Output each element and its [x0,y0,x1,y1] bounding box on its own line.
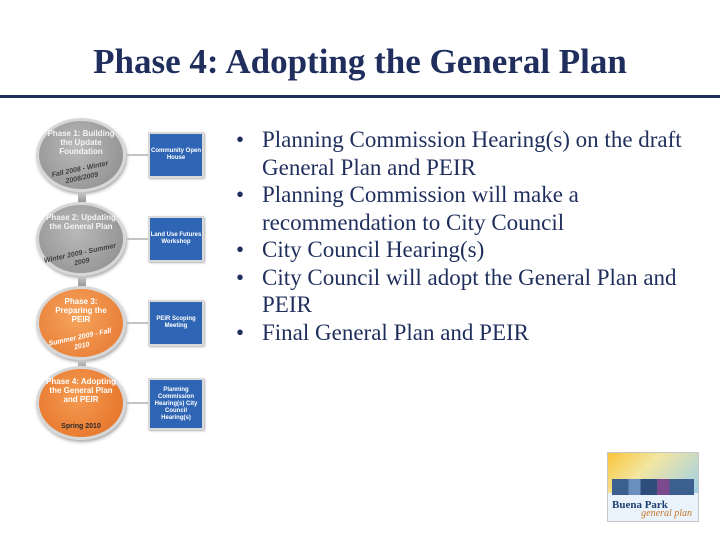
bullet-glyph: • [236,319,245,345]
phase-1-event-box: Community Open House [148,132,204,178]
phase-4-event-box: Planning Commission Hearing(s) City Council Hearing(s) [148,378,204,430]
bullet-text: Planning Commission will make a recommendation to City Council [262,182,579,235]
bullet-text: City Council will adopt the General Plan and PEIR [262,264,677,317]
logo-line-2: general plan [641,508,692,519]
bullet-item [236,319,696,347]
bullet-glyph: • [236,182,245,207]
bullet-item [236,126,696,181]
bullet-text: Planning Commission Hearing(s) on the draft General Plan and PEIR [262,127,682,180]
bullet-item [236,181,696,236]
phase-3-circle [36,286,126,360]
phase-diagram [28,118,208,440]
phase-2-date: Winter 2009 - Summer 2009 [43,242,117,268]
title-divider [0,95,720,98]
phase-3-title: Phase 3: Preparing the PEIR [55,297,107,324]
phase-4-arrow [126,402,148,404]
phase-1-arrow [126,154,148,156]
phase-2-title: Phase 2: Updating the General Plan [46,213,116,231]
phase-2-arrow [126,238,148,240]
phase-2-circle [36,202,126,276]
slide-title: Phase 4: Adopting the General Plan [93,42,627,81]
phase-4-title: Phase 4: Adopting the General Plan and PEIR [46,377,116,404]
phase-3-arrow [126,322,148,324]
phase-4-date: Spring 2010 [61,423,101,430]
phase-3-date: Summer 2009 - Fall 2010 [48,327,113,352]
phase-connector [78,276,86,286]
bullet-list [236,126,696,346]
bullet-glyph: • [236,237,245,262]
phase-3-event-box: PEIR Scoping Meeting [148,300,204,346]
phase-1-title: Phase 1: Building the Update Foundation [47,129,115,156]
buena-park-general-plan-logo [607,452,699,522]
phase-1-date: Fall 2008 - Winter 2008/2009 [51,160,109,186]
bullet-glyph: • [236,264,245,290]
phase-2-event-box: Land Use Futures Workshop [148,216,204,262]
logo-line-1: Buena Park [612,499,668,511]
bullet-glyph: • [236,127,245,152]
phase-4-circle [36,366,126,440]
bullet-text: City Council Hearing(s) [262,237,485,262]
phase-connector [78,192,86,202]
bullet-item [236,264,696,319]
bullet-item [236,236,696,264]
bullet-text: Final General Plan and PEIR [262,319,530,345]
logo-skyline [612,479,694,495]
phase-1-circle [36,118,126,192]
